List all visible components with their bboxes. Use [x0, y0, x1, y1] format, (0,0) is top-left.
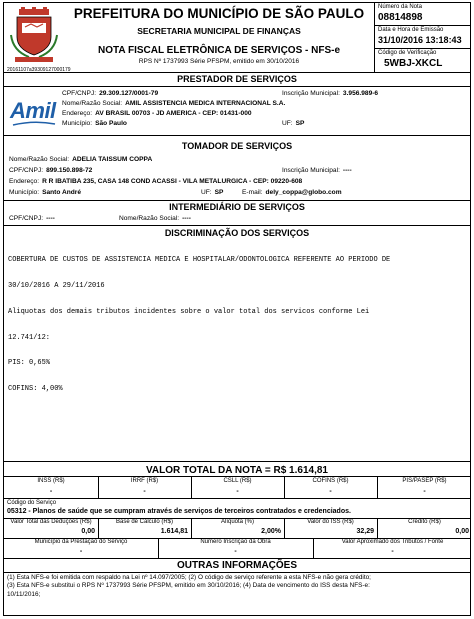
- verificacao-value: 5WBJ-XKCL: [384, 58, 443, 69]
- aliquota-header: Alíquota (%): [220, 519, 254, 525]
- intermediario-nome: Nome/Razão Social: ----: [119, 215, 191, 222]
- discriminacao-title: DISCRIMINAÇÃO DOS SERVIÇOS: [164, 228, 310, 238]
- tomador-uf: UF: SP: [201, 189, 224, 196]
- prestador-municipio: Município: São Paulo: [62, 120, 127, 127]
- tomador-nome: Nome/Razão Social: ADELIA TAISSUM COPPA: [9, 156, 153, 163]
- amil-logo: Amil: [10, 98, 56, 123]
- discriminacao-line: PIS: 0,65%: [8, 359, 51, 368]
- credito-value: 0,00: [455, 528, 469, 535]
- amil-logo-swoosh: [12, 121, 56, 129]
- pis-header: PIS/PASEP (R$): [402, 478, 447, 484]
- prestador-endereco: Endereço: AV BRASIL 00703 - JD AMERICA - CEP: 01431-000: [62, 110, 252, 117]
- inss-header: INSS (R$): [37, 478, 65, 484]
- base-calculo-value: 1.614,81: [160, 528, 188, 535]
- prestador-im: Inscrição Municipal: 3.956.989-6: [282, 90, 379, 97]
- pis-value: -: [423, 488, 426, 495]
- valor-iss-header: Valor do ISS (R$): [307, 519, 354, 525]
- barcode-text: 20161107a39309127000179: [7, 67, 71, 73]
- discriminacao-line: COBERTURA DE CUSTOS DE ASSISTENCIA MEDICA E HOSPITALAR/ODONTOLOGICA REFERENTE AO PERIODO DE: [8, 256, 391, 265]
- credito-header: Crédito (R$): [408, 519, 441, 525]
- rps-line: RPS Nº 1737993 Série PFSPM, emitido em 30/10/2016: [138, 58, 300, 65]
- discriminacao-line: 12.741/12:: [8, 333, 51, 342]
- department-name: SECRETARIA MUNICIPAL DE FINANÇAS: [137, 26, 301, 36]
- valor-total: VALOR TOTAL DA NOTA = R$ 1.614,81: [146, 465, 328, 476]
- cofins-value: -: [329, 488, 332, 495]
- prestador-title: PRESTADOR DE SERVIÇOS: [177, 74, 297, 84]
- nfse-document: [3, 2, 471, 616]
- city-crest: [9, 7, 59, 63]
- swoosh-icon: [12, 121, 56, 127]
- page-title: PREFEITURA DO MUNICÍPIO DE SÃO PAULO: [73, 6, 365, 21]
- discriminacao-line: Aliquotas dos demais tributos incidentes sobre o valor total dos servicos conforme Lei: [8, 307, 370, 316]
- tomador-endereco: Endereço: R R IBATIBA 235, CASA 148 COND ACASSI - VILA METALURGICA - CEP: 09220-608: [9, 178, 303, 185]
- inscricao-obra-value: -: [234, 548, 237, 555]
- numero-label: Número da Nota: [378, 4, 423, 10]
- codigo-servico-value: 05312 - Planos de saúde que se cumpram através de serviços de terceiros contratados e credenciados.: [7, 508, 351, 515]
- cofins-header: COFINS (R$): [312, 478, 349, 484]
- municipio-prestacao-value: -: [79, 548, 83, 555]
- valor-iss-value: 32,29: [356, 528, 374, 535]
- municipio-prestacao-header: Município da Prestação do Serviço: [34, 539, 128, 545]
- document-title: NOTA FISCAL ELETRÔNICA DE SERVIÇOS - NFS-e: [97, 45, 341, 56]
- deducoes-value: 0,00: [81, 528, 95, 535]
- prestador-cnpj: CPF/CNPJ: 29.309.127/0001-79: [62, 90, 159, 97]
- outras-line: (3) Esta NFS-e substitui o RPS Nº 1737993 Série PFSPM, emitido em 30/10/2016; (4) Data de vencimento do ISS desta NFS-e:: [7, 582, 370, 590]
- prestador-uf: UF: SP: [282, 120, 305, 127]
- irrf-header: IRRF (R$): [130, 478, 159, 484]
- discriminacao-text: [8, 239, 390, 411]
- crest-icon: [9, 7, 59, 63]
- discriminacao-line: 30/10/2016 A 29/11/2016: [8, 281, 105, 290]
- verificacao-label: Código de Verificação: [378, 50, 437, 56]
- data-emissao-label: Data e Hora de Emissão: [378, 27, 444, 33]
- outras-text: [7, 574, 371, 599]
- prestador-nome: Nome/Razão Social: AMIL ASSISTENCIA MEDICA INTERNACIONAL S.A.: [62, 100, 286, 107]
- base-calculo-header: Base de Cálculo (R$): [115, 519, 174, 525]
- outras-line: (1) Esta NFS-e foi emitida com respaldo na Lei nº 14.097/2005; (2) O código de serviço referente a esta NFS-e não gera crédito;: [7, 574, 371, 581]
- deducoes-header: Valor Total das Deduções (R$): [10, 519, 92, 525]
- tributos-aprox-header: Valor Aproximado dos Tributos / Fonte: [341, 539, 444, 545]
- numero-value: 08814898: [378, 12, 423, 23]
- codigo-servico-label: Código do Serviço: [7, 500, 57, 506]
- tomador-cpf: CPF/CNPJ: 899.150.898-72: [9, 167, 93, 174]
- intermediario-title: INTERMEDIÁRIO DE SERVIÇOS: [169, 202, 305, 212]
- tomador-title: TOMADOR DE SERVIÇOS: [181, 141, 293, 151]
- tomador-municipio: Município: Santo André: [9, 189, 82, 196]
- irrf-value: -: [143, 488, 146, 495]
- aliquota-value: 2,00%: [261, 528, 281, 535]
- csll-header: CSLL (R$): [223, 478, 252, 484]
- discriminacao-line: COFINS: 4,00%: [8, 385, 63, 394]
- inss-value: -: [49, 488, 53, 495]
- intermediario-cpf: CPF/CNPJ: ----: [9, 215, 55, 222]
- outras-line: 10/11/2016;: [7, 590, 41, 598]
- tributos-aprox-value: -: [391, 548, 394, 555]
- data-emissao-value: 31/10/2016 13:18:43: [378, 35, 462, 45]
- outras-title: OUTRAS INFORMAÇÕES: [177, 560, 297, 571]
- inscricao-obra-header: Número Inscrição da Obra: [200, 539, 271, 545]
- tomador-email: E-mail: dely_coppa@globo.com: [242, 189, 342, 196]
- csll-value: -: [236, 488, 239, 495]
- tomador-im: Inscrição Municipal: ----: [282, 167, 352, 174]
